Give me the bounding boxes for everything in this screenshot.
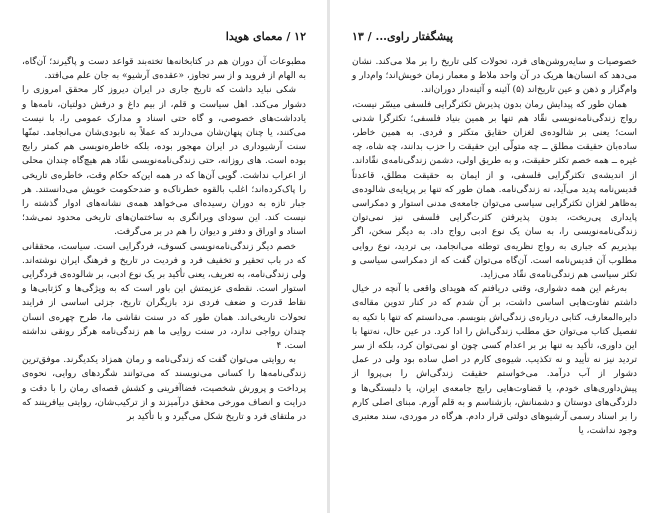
right-paragraph-3: به‌رغم این همه دشواری، وقتی دریافتم که هویدای واقعی با آنچه در خیال داشتم تفاوت‌هایی اساسی داشت، بر آن شدم که در کنار تدوین مقاله‌ی دایره‌المعارف، کتابی درباره‌ی زندگی‌اش بنویسم. می‌دانستم که تنها با تکیه به تفصیل کتاب می‌توان حق مطلب زندگی‌اش را ادا کرد. در عین حال، نه‌تنها با این داوری، تأکید به تنها بر بر اعدام کسی چون او نمی‌توان کرد، بلکه از سر تردید نیز نه تأیید و نه تکذیب. شیوه‌ی کارم در اصل ساده بود ولی در عمل دشوار از آب درآمد. می‌خواستم حقیقت زندگی‌اش را بی‌پروا از پیش‌داوری‌های خودم، یا قضاوت‌هایی رایج جامعه‌ی ایران، یا دلبستگی‌ها و دلزدگی‌های دوستان و دشمنانش، بازشناسم و به قلم آورم. مبنای اصلی کارم را بر اسناد رسمی آرشیوهای دولتی قرار دادم. هرگاه در موردی، سند معتبری وجود نداشت، یا [352,284,637,437]
left-paragraph-3: خصم دیگر زندگی‌نامه‌نویسی کسوف، فردگرایی است. سیاست، محققانی که در باب تحقیر و تخفیف فرد و فردیت در تاریخ و فرهنگ ایران نوشته‌اند. ولی زندگی‌نامه، به تعریف، یعنی تأکید بر یک نوع ادبی، بر شالوده‌ی فردگرایی استوار است. نقطه‌ی عزیمتش این باور است که به ویژگی‌ها و کژتابی‌ها و نقاط قدرت و ضعف فردی نزد بازیگران تاریخ، جزئی اساسی از فرایند تحولات تاریخی‌اند. همان طور که در سنت نقاشی ما، طرح چهره‌ی انسان چندان رواجی ندارد، در سنت روایی ما هم زندگی‌نامه هرگز رونقی نداشته است. ۴ [22,241,306,352]
right-page-header: پیشگفتار راوی... / ۱۳ [352,30,453,43]
right-paragraph-1: خصوصیات و سایه‌روشن‌های فرد، تحولات کلی تاریخ را بر ملا می‌کند. نشان می‌دهد که انسان‌ها هریک در آن واحد ملاط و معمار زمان خویش‌اند؛ وام‌دار و وام‌گزار و ذهن و عین تاریخ‌اند (۵) آئینه و آئینه‌دار دوران‌اند. [352,57,637,96]
right-paragraph-2: همان طور که پیدایش رمان بدون پذیرش تکثرگرایی فلسفی میسّر نیست، رواج زندگی‌نامه‌نویسی نقّاد هم تنها بر همین بنیاد فلسفی؛ تکثرگرا شدنی است؛ یعنی بر شالوده‌ی لغزان حقایق متکثر و فردی. به همین خاطر، ساده‌بان حقیقت مطلق ــ چه متولّی این حقیقت را حزب بدانند، چه شاه، چه غیره ــ همه خصم تکثر حقیقت، و به طریق اولی، دشمن زندگی‌نامه‌ی نقّاداند. از اندیشه‌ی تکثرگرایی فلسفی، و از ایمان به حقیقت مطلق، قاعدتاً قدیس‌نامه پدید می‌آید، نه زندگی‌نامه. همان طور که تنها بر پرپایه‌ی شالوده‌ی به‌ظاهر لغزان تکثرگرایی سیاسی می‌توان جامعه‌ی مدنی استوار و دمکراسی پایداری پی‌ریخت، بدون پذیرفتن کثرت‌گرایی فلسفی نیز نمی‌توان زندگی‌نامه‌نویسی را، به سان یک نوع ادبی رواج داد. به دیگر سخن، اگر بپذیریم که جباری به رواج نظریه‌ی توطئه می‌انجامد، بی تردید، نوع روایی مطلوب آن قدیس‌نامه است. آن‌گاه می‌توان گفت که از دمکراسی سیاسی و تکثر سیاسی هم زندگی‌نامه‌ی نقّاد می‌زاید. [352,99,637,281]
left-paragraph-2: شکی نباید داشت که تاریخ جاری در ایران دیروز کار محقق امروزی را دشوار می‌کند. اهل سیاست و قلم، از بیم داغ و درفش دولتیان، نامه‌ها و یادداشت‌های خصوصی، و گاه حتی اسناد و مدارک عمومی را، با نیست می‌کنند، یا چنان پنهان‌شان می‌دارند که عملاً به نابودی‌شان می‌انجامد. تمنّها سنت آرشیوداری در ایران مهجور بوده، بلکه خاطره‌نویسی هم کمتر رایج بوده است. های روزانه، حتی زندگی‌نامه‌نویسی نقّاد هم هیچ‌گاه چندان محلی از اعراب نداشت. گویی آن‌ها که در همه این‌که حکام وقت، خاطره‌ی تاریخی را پاک‌کرده‌اند؛ اغلب بالقوه خطرناک‌ه و ضدحکومت خویش می‌دانستند. هر جبار تازه به دوران رسیده‌ای می‌خواهد همه‌ی نشانه‌های ادوار گذشته را نیست کند. این سودای ویرانگری به ساختمان‌های تاریخی محدود نمی‌شد؛ اسناد و اوراق و دفتر و دیوان را هم در بر می‌گرفت. [22,85,306,238]
left-page [0,0,328,513]
left-paragraph-1: مطبوعات آن دوران هم در کتابخانه‌ها تخته‌بند قواعد دست و پاگیرند؛ آن‌گاه، به الهام از فروید و از سر تجاوز، «عقده‌ی آرشیو» به جان علم می‌افتد. [22,57,306,82]
left-page-header: ۱۲ / معمای هویدا [225,30,306,43]
right-page [330,0,659,513]
left-paragraph-4: به روایتی می‌توان گفت که زندگی‌نامه و رمان همزاد یکدیگرند. موفق‌ترین زندگی‌نامه‌ها را کسانی می‌نویسند که می‌توانند شگردهای روایی، نحوه‌ی پرداخت و پرورش شخصیت، فضاآفرینی و کشش قصه‌ای رمان را با دقت و درایت و انصاف مورخی محقق درآمیزند و از ترکیب‌شان، روایتی بیافرینند که در ملتقای فرد و تاریخ شکل می‌گیرد و با تأکید بر [22,355,306,423]
right-page-body [352,55,637,438]
left-page-body [22,55,306,424]
